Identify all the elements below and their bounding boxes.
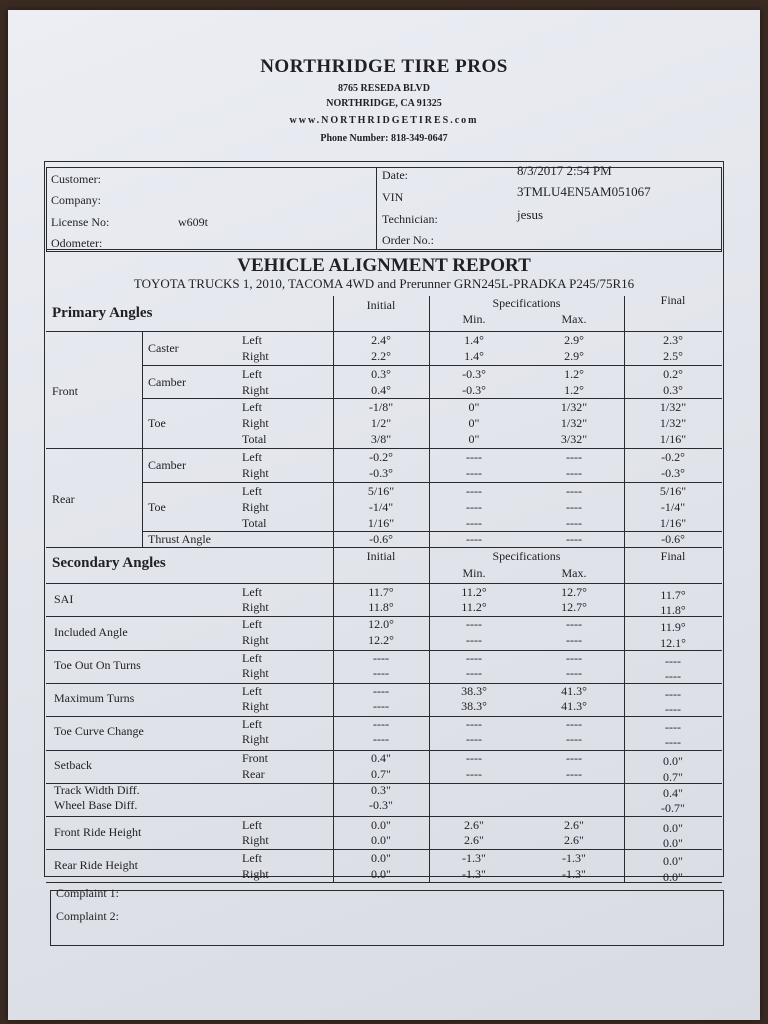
secondary-initial-value: 0.0" [371, 818, 391, 832]
primary-max-value: ---- [566, 500, 582, 514]
secondary-row-label: Maximum Turns [54, 691, 135, 705]
secondary-max-value: ---- [566, 651, 582, 665]
license-value: w609t [178, 215, 208, 229]
customer-label: Customer: [51, 172, 101, 186]
primary-initial-value: 2.2° [371, 349, 391, 363]
primary-initial-value: 2.4° [371, 333, 391, 347]
primary-initial-value: -1/8" [368, 400, 394, 414]
secondary-side-label: Left [242, 851, 262, 865]
secondary-final-value: 0.7" [663, 770, 683, 784]
secondary-min-value: 11.2° [461, 600, 487, 614]
secondary-initial-value: -0.3" [369, 798, 393, 812]
vehicle-description: TOYOTA TRUCKS 1, 2010, TACOMA 4WD and Prerunner GRN245L-PRADKA P245/75R16 [133, 276, 635, 291]
primary-group-label: Toe [148, 500, 166, 514]
secondary-max-value: 2.6" [564, 833, 584, 847]
secondary-min-value: ---- [466, 732, 482, 746]
primary-initial-value: 0.4° [371, 383, 391, 397]
grid-line [46, 249, 722, 250]
primary-side-label: Left [242, 400, 262, 414]
vin-label: VIN [382, 190, 404, 204]
shop-website: www.NORTHRIDGETIRES.com [289, 115, 479, 126]
primary-initial-value: 3/8" [370, 432, 392, 446]
primary-min-value: ---- [466, 532, 482, 546]
primary-side-label: Right [242, 500, 269, 514]
grid-line [142, 398, 722, 399]
primary-max-value: 3/32" [560, 432, 588, 446]
secondary-max-value: 12.7° [561, 585, 587, 599]
secondary-side-label: Right [242, 867, 269, 881]
secondary-min-value: -1.3" [462, 867, 486, 881]
secondary-min-value: 2.6" [464, 833, 484, 847]
license-label: License No: [51, 215, 110, 229]
primary-max-value: 2.9° [564, 349, 584, 363]
col-specifications: Specifications [492, 296, 561, 310]
complaints-box [50, 890, 724, 946]
primary-group-label: Camber [148, 375, 186, 389]
grid-line [46, 583, 722, 584]
complaint-1-label: Complaint 1: [56, 886, 119, 900]
secondary-final-value: 0.0" [663, 854, 683, 868]
primary-final-value: 1/32" [659, 400, 687, 414]
grid-line [46, 816, 722, 817]
secondary-row-label: Rear Ride Height [54, 858, 138, 872]
secondary-min-value: 38.3° [461, 684, 487, 698]
secondary-max-value: ---- [566, 767, 582, 781]
col-initial: Initial [366, 298, 396, 312]
front-label: Front [52, 384, 79, 398]
primary-max-value: 1/32" [560, 416, 588, 430]
secondary-final-value: 0.0" [663, 836, 683, 850]
primary-final-value: 1/16" [659, 516, 687, 530]
secondary-side-label: Right [242, 833, 269, 847]
secondary-initial-value: 12.2° [368, 633, 394, 647]
secondary-row-label: Included Angle [54, 625, 128, 639]
primary-final-value: 1/32" [659, 416, 687, 430]
secondary-max-value: ---- [566, 633, 582, 647]
grid-line [142, 365, 722, 366]
secondary-angles-title: Secondary Angles [52, 555, 166, 571]
primary-max-value: ---- [566, 484, 582, 498]
primary-max-value: ---- [566, 532, 582, 546]
primary-max-value: 1.2° [564, 367, 584, 381]
secondary-side-label: Left [242, 818, 262, 832]
secondary-min-value: ---- [466, 751, 482, 765]
secondary-final-value: ---- [665, 687, 681, 701]
secondary-final-value: ---- [665, 654, 681, 668]
secondary-row-label: Track Width Diff. [54, 783, 140, 797]
shop-city: NORTHRIDGE, CA 91325 [326, 98, 442, 109]
date-value: 8/3/2017 2:54 PM [517, 163, 612, 178]
secondary-final-value: ---- [665, 702, 681, 716]
secondary-max-value: ---- [566, 666, 582, 680]
primary-min-value: ---- [466, 516, 482, 530]
primary-final-value: 0.2° [663, 367, 683, 381]
primary-max-value: ---- [566, 466, 582, 480]
complaint-2-label: Complaint 2: [56, 909, 119, 923]
col-max-2: Max. [561, 566, 587, 580]
secondary-final-value: 11.7° [660, 588, 686, 602]
secondary-side-label: Right [242, 699, 269, 713]
vin-value: 3TMLU4EN5AM051067 [517, 184, 651, 199]
primary-max-value: ---- [566, 516, 582, 530]
primary-group-label: Toe [148, 416, 166, 430]
secondary-final-value: 0.0" [663, 870, 683, 884]
company-label: Company: [51, 193, 101, 207]
primary-side-label: Left [242, 367, 262, 381]
secondary-initial-value: 0.0" [371, 851, 391, 865]
primary-group-label: Thrust Angle [148, 532, 211, 546]
primary-min-value: 0" [468, 400, 480, 414]
primary-side-label: Right [242, 416, 269, 430]
secondary-final-value: ---- [665, 735, 681, 749]
col-max: Max. [561, 312, 587, 326]
secondary-initial-value: 11.8° [368, 600, 394, 614]
secondary-min-value: ---- [466, 633, 482, 647]
primary-final-value: -1/4" [660, 500, 686, 514]
shop-address: 8765 RESEDA BLVD [338, 83, 430, 94]
primary-min-value: 0" [468, 416, 480, 430]
primary-min-value: 0" [468, 432, 480, 446]
secondary-max-value: ---- [566, 617, 582, 631]
info-divider [376, 167, 377, 250]
secondary-initial-value: ---- [373, 651, 389, 665]
secondary-initial-value: 11.7° [368, 585, 394, 599]
secondary-final-value: 12.1° [660, 636, 686, 650]
shop-phone: Phone Number: 818-349-0647 [320, 133, 448, 144]
primary-final-value: 1/16" [659, 432, 687, 446]
primary-initial-value: -0.2° [369, 450, 393, 464]
primary-side-label: Total [242, 516, 267, 530]
secondary-max-value: ---- [566, 732, 582, 746]
primary-side-label: Right [242, 349, 269, 363]
primary-min-value: ---- [466, 484, 482, 498]
primary-initial-value: -0.3° [369, 466, 393, 480]
secondary-max-value: -1.3" [562, 867, 586, 881]
primary-side-label: Right [242, 383, 269, 397]
secondary-max-value: -1.3" [562, 851, 586, 865]
primary-min-value: ---- [466, 450, 482, 464]
primary-side-label: Left [242, 484, 262, 498]
primary-group-label: Caster [148, 341, 179, 355]
secondary-min-value: ---- [466, 717, 482, 731]
secondary-initial-value: 12.0° [368, 617, 394, 631]
technician-value: jesus [517, 207, 543, 222]
primary-min-value: ---- [466, 466, 482, 480]
odometer-label: Odometer: [51, 236, 103, 250]
secondary-min-value: 2.6" [464, 818, 484, 832]
secondary-max-value: ---- [566, 717, 582, 731]
secondary-side-label: Front [242, 751, 269, 765]
secondary-row-label: Wheel Base Diff. [54, 798, 138, 812]
secondary-side-label: Right [242, 633, 269, 647]
grid-line [46, 547, 722, 548]
secondary-final-value: 11.9° [660, 620, 686, 634]
primary-final-value: -0.2° [661, 450, 685, 464]
report-title: VEHICLE ALIGNMENT REPORT [237, 255, 531, 276]
primary-side-label: Left [242, 333, 262, 347]
rear-label: Rear [52, 492, 75, 506]
secondary-initial-value: 0.0" [371, 867, 391, 881]
secondary-initial-value: 0.3" [371, 783, 391, 797]
secondary-min-value: ---- [466, 617, 482, 631]
primary-final-value: 2.3° [663, 333, 683, 347]
col-min-2: Min. [462, 566, 486, 580]
secondary-side-label: Rear [242, 767, 265, 781]
secondary-final-value: 11.8° [660, 603, 686, 617]
primary-side-label: Right [242, 466, 269, 480]
secondary-initial-value: ---- [373, 666, 389, 680]
primary-min-value: ---- [466, 500, 482, 514]
secondary-final-value: 0.0" [663, 821, 683, 835]
secondary-side-label: Left [242, 617, 262, 631]
primary-min-value: 1.4° [464, 349, 484, 363]
grid-line [46, 331, 722, 332]
secondary-side-label: Left [242, 651, 262, 665]
secondary-row-label: SAI [54, 592, 74, 606]
secondary-initial-value: ---- [373, 717, 389, 731]
grid-line [142, 331, 143, 547]
technician-label: Technician: [382, 212, 438, 226]
primary-initial-value: 5/16" [367, 484, 395, 498]
grid-line [46, 882, 722, 883]
secondary-initial-value: ---- [373, 699, 389, 713]
grid-line [46, 849, 722, 850]
secondary-side-label: Left [242, 717, 262, 731]
secondary-final-value: -0.7" [661, 801, 685, 815]
col-specifications-2: Specifications [492, 549, 561, 563]
primary-min-value: -0.3° [462, 383, 486, 397]
primary-initial-value: 1/2" [370, 416, 392, 430]
secondary-row-label: Toe Curve Change [54, 724, 144, 738]
grid-line [46, 448, 722, 449]
secondary-max-value: 41.3° [561, 684, 587, 698]
secondary-min-value: ---- [466, 767, 482, 781]
secondary-side-label: Right [242, 600, 269, 614]
primary-max-value: 1.2° [564, 383, 584, 397]
secondary-min-value: ---- [466, 666, 482, 680]
secondary-max-value: 12.7° [561, 600, 587, 614]
secondary-initial-value: 0.7" [371, 767, 391, 781]
primary-group-label: Camber [148, 458, 186, 472]
secondary-min-value: 38.3° [461, 699, 487, 713]
secondary-final-value: ---- [665, 720, 681, 734]
primary-final-value: 0.3° [663, 383, 683, 397]
primary-min-value: 1.4° [464, 333, 484, 347]
primary-final-value: -0.6° [661, 532, 685, 546]
col-final-2: Final [660, 549, 686, 563]
secondary-max-value: 2.6" [564, 818, 584, 832]
grid-line [429, 296, 430, 882]
secondary-min-value: 11.2° [461, 585, 487, 599]
secondary-initial-value: 0.4" [371, 751, 391, 765]
secondary-final-value: 0.4" [663, 786, 683, 800]
primary-max-value: 2.9° [564, 333, 584, 347]
secondary-initial-value: ---- [373, 732, 389, 746]
secondary-final-value: ---- [665, 669, 681, 683]
primary-initial-value: 1/16" [367, 516, 395, 530]
secondary-max-value: 41.3° [561, 699, 587, 713]
secondary-final-value: 0.0" [663, 754, 683, 768]
primary-max-value: 1/32" [560, 400, 588, 414]
grid-line [142, 482, 722, 483]
secondary-max-value: ---- [566, 751, 582, 765]
primary-initial-value: -0.6° [369, 532, 393, 546]
secondary-side-label: Right [242, 732, 269, 746]
date-label: Date: [382, 168, 408, 182]
primary-initial-value: -1/4" [368, 500, 394, 514]
col-initial-2: Initial [366, 549, 396, 563]
secondary-min-value: ---- [466, 651, 482, 665]
primary-final-value: -0.3° [661, 466, 685, 480]
secondary-row-label: Toe Out On Turns [54, 658, 141, 672]
secondary-side-label: Left [242, 684, 262, 698]
secondary-initial-value: ---- [373, 684, 389, 698]
secondary-row-label: Front Ride Height [54, 825, 142, 839]
order-label: Order No.: [382, 233, 434, 247]
primary-side-label: Left [242, 450, 262, 464]
secondary-initial-value: 0.0" [371, 833, 391, 847]
primary-max-value: ---- [566, 450, 582, 464]
primary-angles-title: Primary Angles [52, 305, 153, 321]
primary-min-value: -0.3° [462, 367, 486, 381]
secondary-row-label: Setback [54, 758, 92, 772]
secondary-side-label: Left [242, 585, 262, 599]
col-min: Min. [462, 312, 486, 326]
col-final: Final [660, 293, 686, 307]
primary-final-value: 5/16" [659, 484, 687, 498]
secondary-min-value: -1.3" [462, 851, 486, 865]
shop-name: NORTHRIDGE TIRE PROS [260, 56, 508, 77]
primary-side-label: Total [242, 432, 267, 446]
primary-initial-value: 0.3° [371, 367, 391, 381]
secondary-side-label: Right [242, 666, 269, 680]
primary-final-value: 2.5° [663, 349, 683, 363]
